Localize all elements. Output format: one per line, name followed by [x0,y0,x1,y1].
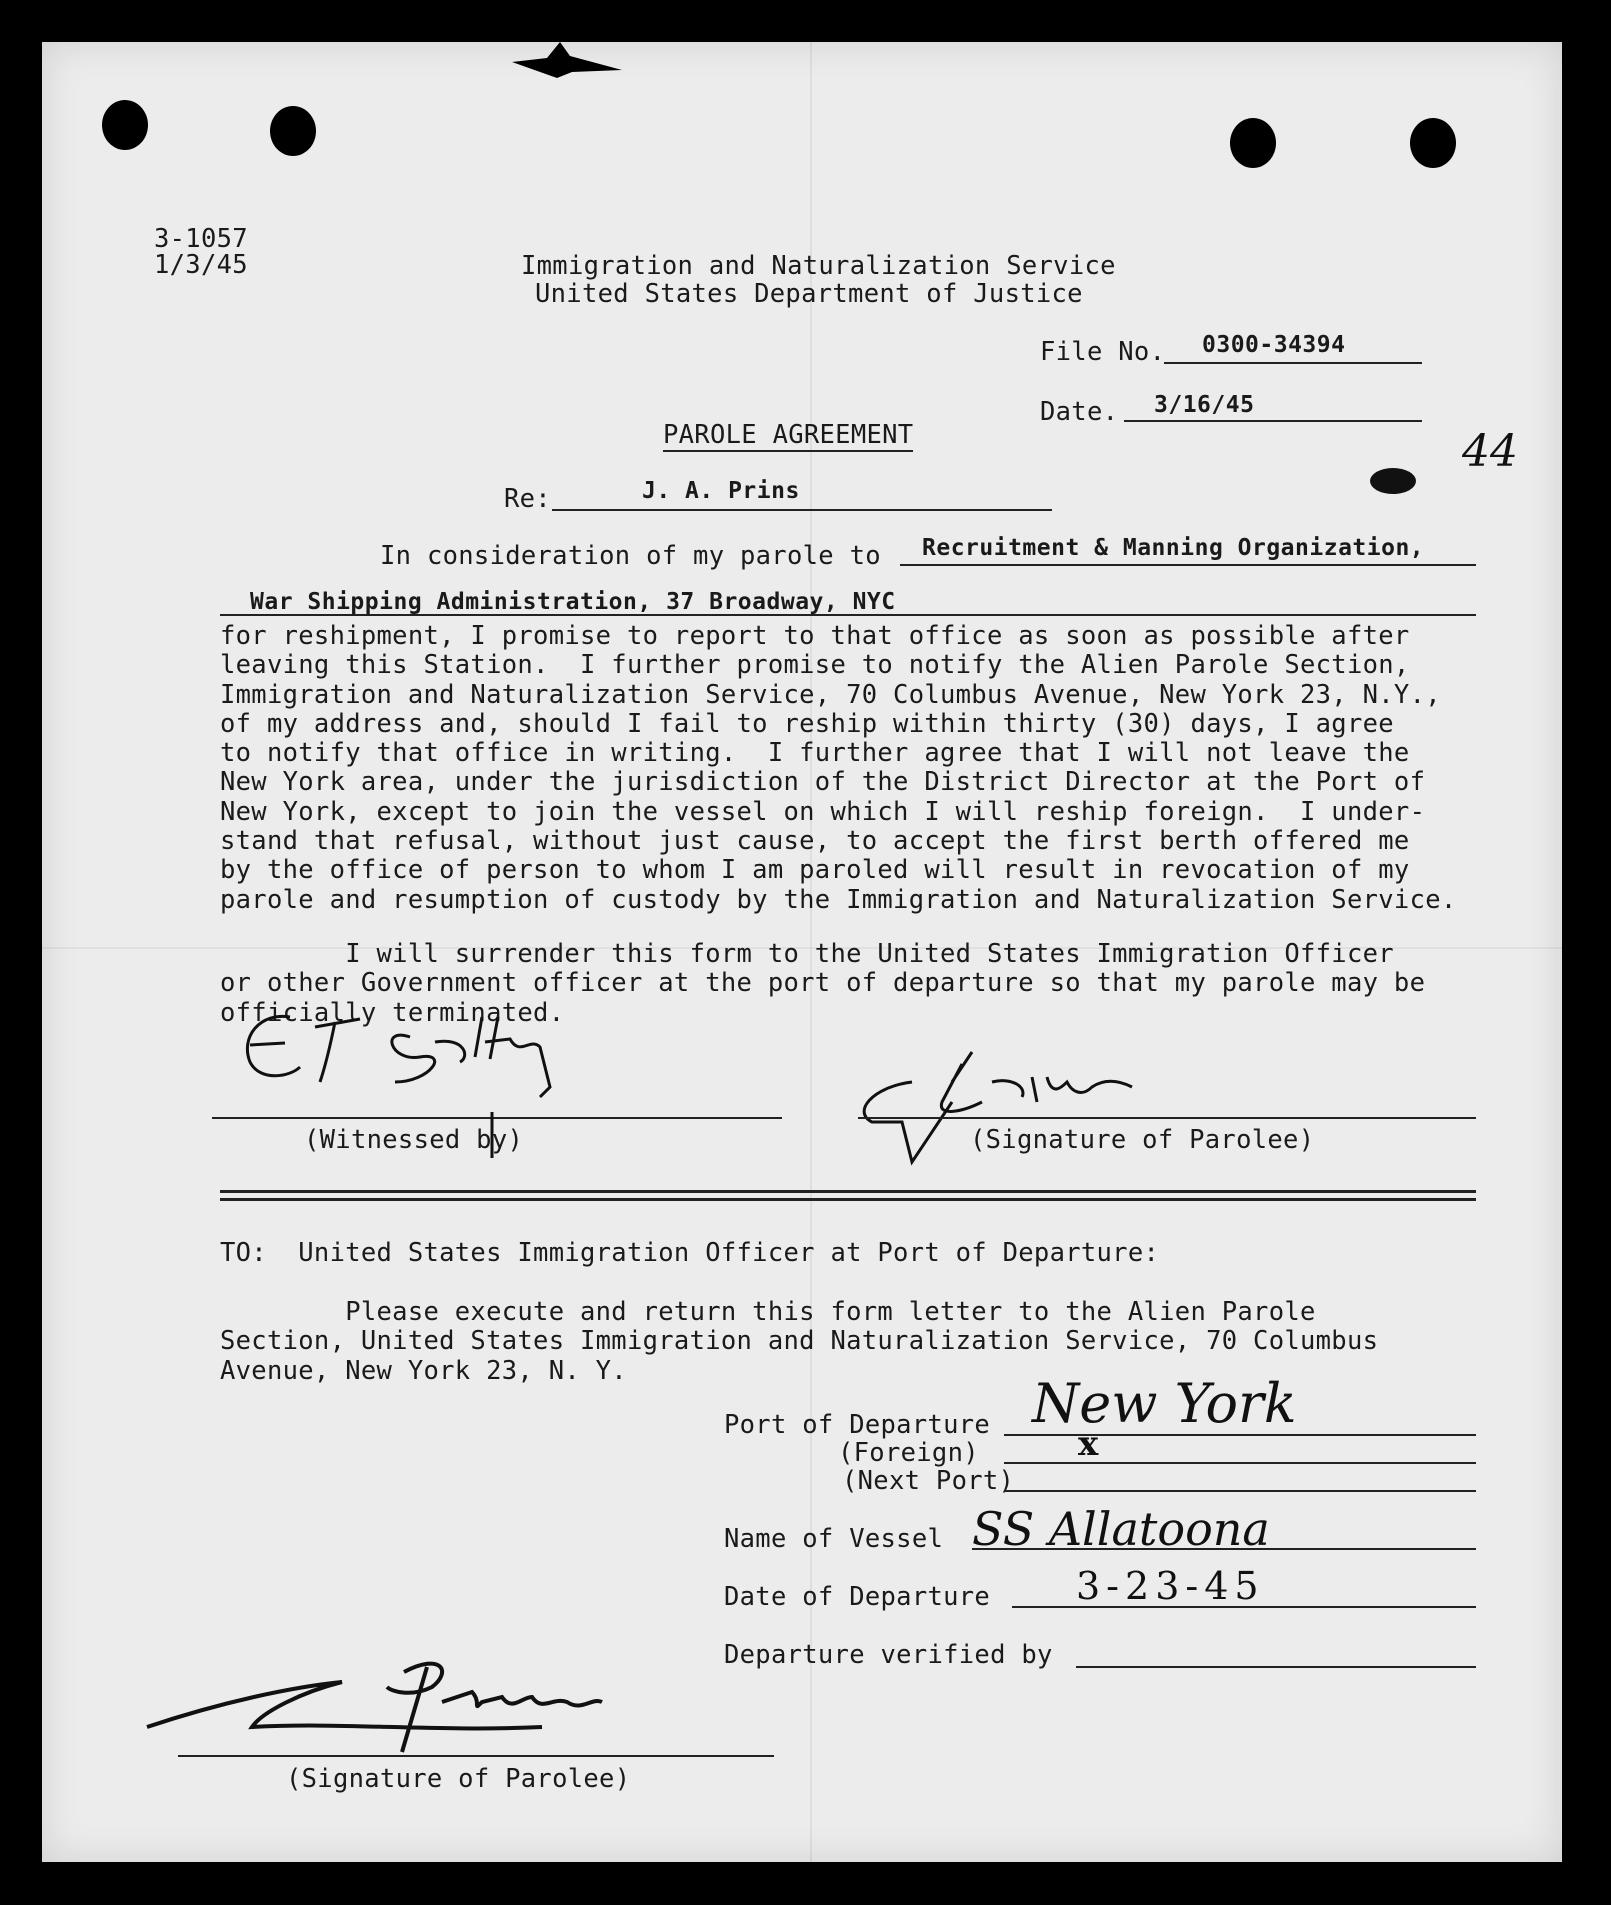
consideration-text: In consideration of my parole to [380,541,881,571]
punch-hole [1410,118,1456,168]
form-number: 3-1057 [154,224,248,254]
surrender-line: I will surrender this form to the United States Immigration Officer [220,939,1394,969]
re-line [552,509,1052,511]
divider-rule [220,1198,1476,1201]
agreement-body [220,622,1457,915]
next-port-line [1004,1490,1476,1492]
verified-label: Departure verified by [724,1640,1053,1670]
witness-label: (Witnessed by) [304,1125,524,1155]
foreign-label: (Foreign) [838,1438,979,1468]
vessel-label: Name of Vessel [724,1524,944,1554]
departure-date-label: Date of Departure [724,1582,991,1612]
body-line: parole and resumption of custody by the Immigration and Naturalization Service. [220,884,1457,915]
re-value: J. A. Prins [642,478,800,504]
file-no-value: 0300-34394 [1202,332,1346,358]
document-page [42,42,1562,1862]
file-no-label: File No. [1040,337,1166,367]
re-label: Re: [504,484,551,514]
next-port-label: (Next Port) [842,1466,1015,1496]
date-label: Date. [1040,397,1119,427]
body-line: New York, except to join the vessel on which I will reship foreign. I under- [220,796,1426,827]
punch-hole [270,106,316,156]
foreign-line [1004,1462,1476,1464]
please-line: Avenue, New York 23, N. Y. [220,1355,627,1386]
date-value: 3/16/45 [1154,392,1255,418]
bottom-signature-line [178,1755,774,1757]
surrender-line: officially terminated. [220,997,565,1028]
body-line: for reshipment, I promise to report to that office as soon as possible after [220,621,1410,651]
page-title: PAROLE AGREEMENT [663,420,914,450]
to-line: TO: United States Immigration Officer at Port of Departure: [220,1238,1160,1268]
departure-date-value: 3-23-45 [1076,1564,1265,1608]
punch-hole [1230,118,1276,168]
body-line: stand that refusal, without just cause, to accept the first berth offered me [220,826,1410,857]
verified-line [1076,1666,1476,1668]
body-line: to notify that office in writing. I further agree that I will not leave the [220,738,1410,769]
agency-line-1: Immigration and Naturalization Service [521,251,1116,281]
parolee-signature-label: (Signature of Parolee) [970,1125,1315,1155]
witness-signature [220,997,640,1117]
body-line: leaving this Station. I further promise to notify the Alien Parole Section, [220,650,1410,681]
parolee-signature-line [858,1117,1476,1119]
margin-note: 44 [1462,426,1518,477]
please-line: Please execute and return this form letter to the Alien Parole [220,1297,1316,1327]
punch-hole [102,100,148,150]
port-label: Port of Departure [724,1410,991,1440]
port-value: New York [1032,1372,1297,1435]
parole-to-value-1: Recruitment & Manning Organization, [922,535,1425,561]
body-line: New York area, under the jurisdiction of the District Director at the Port of [220,767,1426,798]
vessel-value: SS Allatoona [972,1502,1270,1556]
parole-to-line-1 [900,564,1476,566]
file-no-line [1164,362,1422,364]
divider-rule [220,1190,1476,1193]
bottom-signature-label: (Signature of Parolee) [286,1764,631,1794]
witness-signature-tail [488,1112,496,1160]
body-line: Immigration and Naturalization Service, 70 Columbus Avenue, New York 23, N.Y., [220,679,1441,710]
body-line: of my address and, should I fail to reship within thirty (30) days, I agree [220,708,1394,739]
parole-to-value-2: War Shipping Administration, 37 Broadway, NYC [250,589,896,615]
parole-to-line-2 [220,614,1476,616]
bottom-parolee-signature [142,1632,742,1762]
top-tear-mark [512,42,622,82]
agency-line-2: United States Department of Justice [535,279,1083,309]
ink-blot [1370,468,1416,494]
foreign-mark: x [1078,1424,1099,1464]
witness-line [212,1117,782,1119]
please-line: Section, United States Immigration and Naturalization Service, 70 Columbus [220,1326,1379,1357]
surrender-line: or other Government officer at the port of departure so that my parole may be [220,968,1426,999]
date-line [1124,420,1422,422]
form-date: 1/3/45 [154,250,248,280]
body-line: by the office of person to whom I am paroled will result in revocation of my [220,855,1410,886]
